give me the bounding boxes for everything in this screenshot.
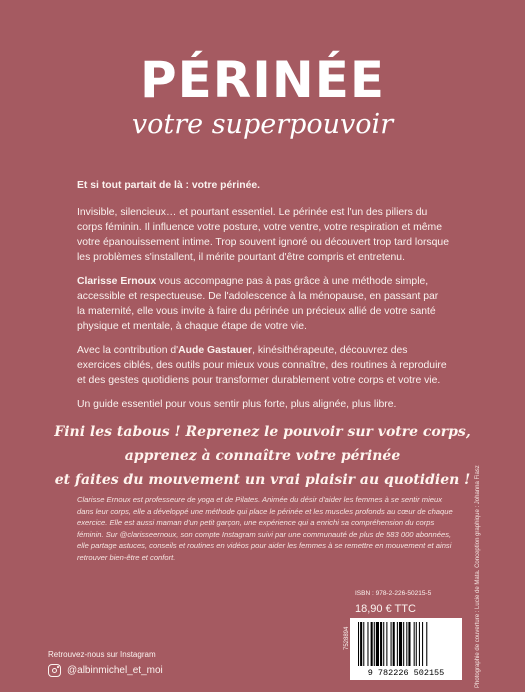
photo-credits: Photographie de couverture : Lucie de Mata. Conception graphique : Johanna Fiasz	[475, 465, 481, 688]
barcode-bar	[426, 622, 427, 666]
instagram-handle-row	[48, 664, 163, 677]
barcode-bars	[356, 622, 456, 666]
barcode-bar	[399, 622, 402, 666]
barcode-number: 9 782226 502155	[367, 668, 445, 678]
barcode-bar	[393, 622, 395, 666]
barcode-bar	[386, 622, 387, 666]
barcode-bar	[419, 622, 420, 666]
barcode-bar	[416, 622, 417, 666]
barcode-bar	[363, 622, 364, 666]
barcode-bar	[360, 622, 362, 666]
tagline-line-3: et faites du mouvement un vrai plaisir au quotidien !	[54, 472, 471, 488]
paragraph-summary: Un guide essentiel pour vous sentir plus forte, plus alignée, plus libre.	[77, 399, 397, 410]
barcode-bar	[414, 622, 415, 666]
tagline-line-1: Fini les tabous ! Reprenez le pouvoir sur votre corps,	[54, 424, 471, 440]
barcode-bar	[383, 622, 384, 666]
tagline-line-2: apprenez à connaître votre périnée	[124, 448, 401, 464]
barcode-bar	[403, 622, 404, 666]
paragraph-intro: Invisible, silencieux… et pourtant essentiel. Le périnée est l'un des piliers du corps féminin. Il influence votre posture, votre ventre, votre respiration et même votre épanouissement intime. Trop souvent ignoré ou découvert trop tard lorsque les problèmes s'installent, il mérite pourtant d'être compris et entretenu.	[77, 207, 449, 263]
barcode-bar	[397, 622, 398, 666]
instagram-label: Retrouvez-nous sur Instagram	[48, 650, 156, 659]
instagram-icon	[48, 664, 61, 677]
barcode-bar	[408, 622, 410, 666]
barcode-bar	[391, 622, 392, 666]
barcode	[350, 618, 462, 680]
back-cover-description	[77, 178, 449, 421]
barcode-bar	[422, 622, 423, 666]
paragraph-author	[77, 274, 449, 334]
barcode-bar	[358, 622, 359, 666]
internal-code: 7528894	[344, 626, 350, 650]
book-subtitle: votre superpouvoir	[131, 109, 394, 140]
lead-sentence: Et si tout partait de là : votre périnée.	[77, 180, 261, 191]
contributor-name: Aude Gastauer	[178, 345, 253, 356]
barcode-bar	[376, 622, 379, 666]
paragraph-author-text: vous accompagne pas à pas grâce à une méthode simple, accessible et respectueuse. De l'adolescence à la ménopause, en passant par la maternité, elle vous invite à faire du périnée un précieux allié de votre santé physique et mentale, à chaque étape de votre vie.	[77, 276, 439, 332]
barcode-bar	[371, 622, 373, 666]
price: 18,90 € TTC	[355, 603, 416, 615]
barcode-bar	[367, 622, 368, 666]
barcode-bar	[406, 622, 407, 666]
barcode-bar	[374, 622, 375, 666]
paragraph-contributor-start: Avec la contribution d'	[77, 345, 179, 356]
paragraph-contributor	[77, 343, 449, 388]
barcode-bar	[380, 622, 382, 666]
tagline	[0, 420, 525, 492]
isbn: ISBN : 978-2-226-50215-5	[355, 590, 432, 597]
author-name: Clarisse Ernoux	[77, 276, 157, 287]
instagram-handle: @albinmichel_et_moi	[67, 665, 163, 676]
paragraph-contributor-text: , kinésithérapeute, découvrez des exercices ciblés, des outils pour mieux vous connaître, des routines à reproduire et des gestes quotidiens pour transformer durablement votre corps et votre vie.	[77, 345, 447, 386]
author-bio: Clarisse Ernoux est professeure de yoga et de Pilates. Animée du désir d'aider les femmes à se sentir mieux dans leur corps, elle a développé une méthode qui place le périnée et les muscles profonds au cœur de chaque exercice. Elle est aussi maman d'un petit garçon, une expérience qui a enrichi sa compréhension du corps féminin. Sur @clarisseernoux, son compte Instagram suivi par une communauté de plus de 583 000 abonnées, elle partage astuces, conseils et routines en vidéos pour aider les femmes à se remettre en mouvement et ainsi retrouver bien-être et confort.	[77, 495, 453, 562]
book-title: PÉRINÉE	[139, 51, 386, 109]
